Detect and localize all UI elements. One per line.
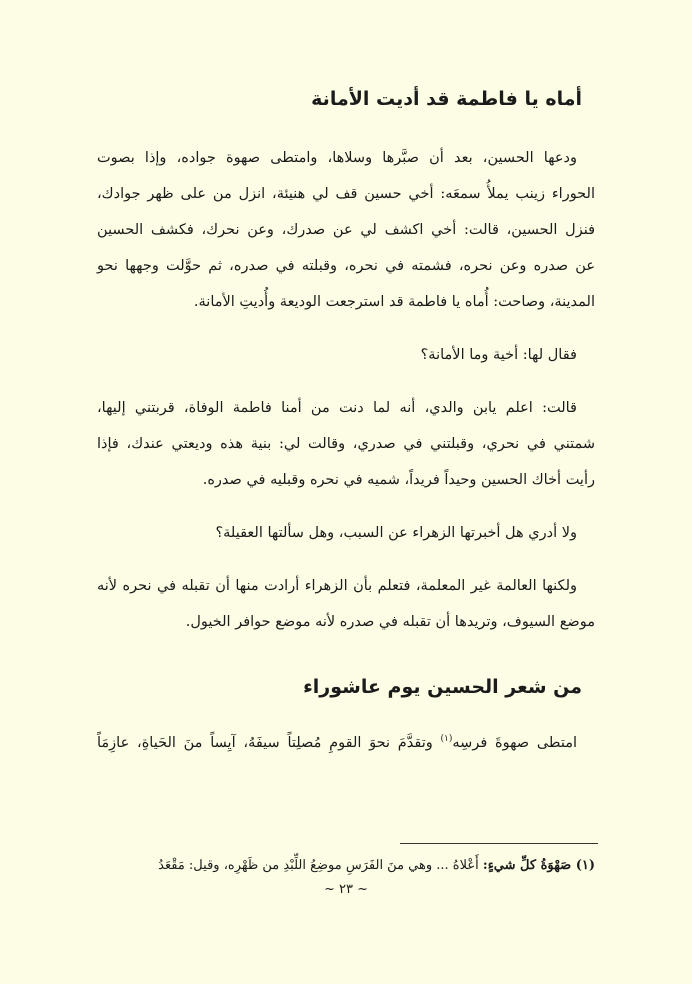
footnote-text: أَعْلاهُ ... وهي منَ الفَرَسِ موضِعُ اللِّبْدِ من ظَهْرِه، وقيل: مَقْعَدُ (158, 858, 483, 873)
section-heading-amana: أماه يا فاطمة قد أديت الأمانة (311, 88, 582, 110)
paragraph-line: ودعها الحسين، بعد أن صبَّرها وسلاها، وامتطى صهوة جواده، وإذا بصوت (97, 150, 577, 166)
footnote-reference[interactable]: (١) (440, 734, 453, 744)
section-heading-poetry: من شعر الحسين يوم عاشوراء (303, 676, 582, 698)
footnote-divider (400, 843, 598, 844)
paragraph-line: فنزل الحسين، قالت: أخي اكشف لي عن صدرك، وعن نحرك، فكشف الحسين (97, 222, 595, 238)
paragraph-line (97, 734, 577, 751)
paragraph-line: الحوراء زينب يملأُ سمعَه: أخي حسين قف لي هنيئة، انزل من على ظهر جوادك، (97, 186, 595, 202)
paragraph-line: ولكنها العالمة غير المعلمة، فتعلم بأن الزهراء أرادت منها أن تقبله في نحره لأنه (97, 578, 577, 594)
paragraph-line: المدينة، وصاحت: أُماه يا فاطمة قد استرجعت الوديعة وأُديتِ الأمانة. (193, 294, 595, 310)
paragraph-line: موضع السيوف، وتريدها أن تقبله في صدره لأنه موضع حوافر الخيول. (185, 614, 595, 630)
paragraph-line: شمتني في نحري، وقبلتني في صدري، وقالت لي: بنية هذه وديعتي عندك، فإذا (97, 436, 595, 452)
footnote-marker: (١) صَهْوَةُ كلِّ شيءٍ: (482, 858, 595, 873)
page-number: ~ ٢٣ ~ (323, 882, 369, 897)
paragraph-line: فقال لها: أخية وما الأمانة؟ (420, 347, 577, 363)
paragraph-line: ولا أدري هل أخبرتها الزهراء عن السبب، وهل سألتها العقيلة؟ (215, 525, 577, 541)
paragraph-line: رأيت أخاك الحسين وحيداً فريداً، شميه في نحره وقبليه في صدره. (202, 472, 595, 488)
paragraph-line: قالت: اعلم يابن والدي، أنه لما دنت من أمنا فاطمة الوفاة، قربتني إليها، (97, 400, 577, 416)
paragraph-text: وتقدَّمَ نحوَ القومِ مُصلِتاً سيفَهُ، آيِساً منَ الحَياةِ، عازِمَاً (97, 734, 441, 751)
paragraph-line: عن صدره وعن نحره، فشمته في نحره، وقبلته في صدره، ثم حوَّلت وجهها نحو (97, 258, 595, 274)
paragraph-text: امتطى صهوةَ فرسِه (452, 734, 577, 751)
footnote (158, 858, 595, 873)
